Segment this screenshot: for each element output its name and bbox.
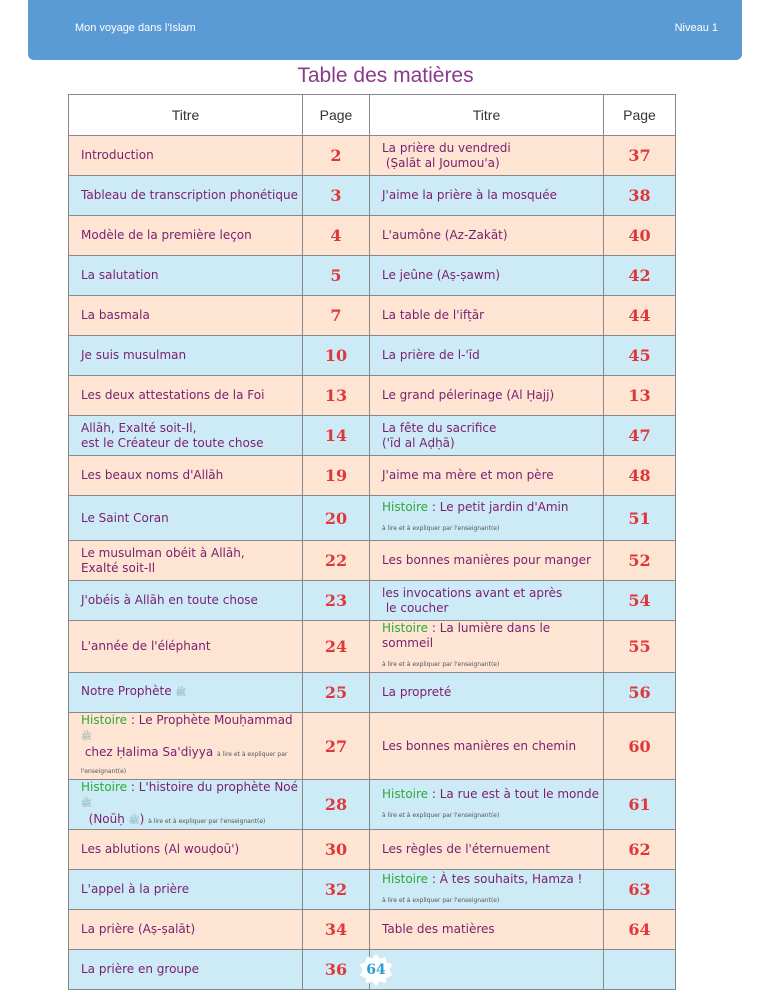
toc-entry-title: La salutation bbox=[69, 256, 303, 296]
toc-entry-title: Les beaux noms d'Allāh bbox=[69, 456, 303, 496]
table-row bbox=[69, 621, 676, 673]
histoire-label: Histoire bbox=[382, 871, 429, 886]
toc-entry-title: J'aime la prière à la mosquée bbox=[370, 176, 604, 216]
toc-entry-page: 32 bbox=[303, 870, 370, 910]
level-label: Niveau 1 bbox=[674, 22, 718, 34]
toc-entry-page: 13 bbox=[604, 376, 676, 416]
toc-entry-page: 51 bbox=[604, 496, 676, 541]
histoire-label: Histoire bbox=[382, 786, 429, 801]
toc-entry-page: 19 bbox=[303, 456, 370, 496]
toc-entry-title: La propreté bbox=[370, 673, 604, 713]
col-header-page: Page bbox=[303, 95, 370, 136]
teacher-note: à lire et à expliquer par l'enseignant(e) bbox=[382, 811, 500, 819]
table-row bbox=[69, 780, 676, 830]
toc-entry-page: 30 bbox=[303, 830, 370, 870]
peace-icon: ﷺ bbox=[81, 799, 92, 809]
toc-entry-page: 45 bbox=[604, 336, 676, 376]
toc-entry-title: La prière (Aṣ-ṣalāt) bbox=[69, 910, 303, 950]
table-row bbox=[69, 713, 676, 780]
toc-entry-title: La prière en groupe bbox=[69, 950, 303, 990]
peace-icon: ﷺ bbox=[128, 816, 140, 826]
toc-entry-title: Le musulman obéit à Allāh, Exalté soit-Il bbox=[69, 541, 303, 581]
toc-entry-page: 61 bbox=[604, 780, 676, 830]
teacher-note: à lire et à expliquer par l'enseignant(e) bbox=[148, 818, 266, 825]
toc-entry-page: 62 bbox=[604, 830, 676, 870]
toc-entry-page: 14 bbox=[303, 416, 370, 456]
toc-entry-page: 3 bbox=[303, 176, 370, 216]
table-row bbox=[69, 216, 676, 256]
toc-entry-page: 20 bbox=[303, 496, 370, 541]
col-header-page: Page bbox=[604, 95, 676, 136]
table-row bbox=[69, 256, 676, 296]
table-row bbox=[69, 136, 676, 176]
toc-entry-title: Histoire : Le Prophète Mouḥammad ﷺ chez Ḥalima Sa'diyya à lire et à expliquer par l'enseignant(e) bbox=[69, 713, 303, 780]
toc-entry-title: Introduction bbox=[69, 136, 303, 176]
toc-entry-page: 37 bbox=[604, 136, 676, 176]
histoire-label: Histoire bbox=[382, 500, 429, 514]
toc-entry-page: 63 bbox=[604, 870, 676, 910]
toc-entry-title: Les règles de l'éternuement bbox=[370, 830, 604, 870]
toc-entry-page: 36 bbox=[303, 950, 370, 990]
toc-entry-page: 22 bbox=[303, 541, 370, 581]
toc-entry-page: 7 bbox=[303, 296, 370, 336]
table-row bbox=[69, 456, 676, 496]
toc-entry-title: Les deux attestations de la Foi bbox=[69, 376, 303, 416]
salutation-icon: ﷺ bbox=[81, 732, 92, 742]
toc-entry-title: Le Saint Coran bbox=[69, 496, 303, 541]
toc-entry-title: L'appel à la prière bbox=[69, 870, 303, 910]
page-number-label: 64 bbox=[366, 962, 386, 978]
toc-entry-title: Table des matières bbox=[370, 910, 604, 950]
table-header-row bbox=[69, 95, 676, 136]
table-row bbox=[69, 296, 676, 336]
page-title: Table des matières bbox=[297, 64, 474, 87]
toc-entry-title: Histoire : La lumière dans le sommeil à lire et à expliquer par l'enseignant(e) bbox=[370, 621, 604, 673]
col-header-titre: Titre bbox=[69, 95, 303, 136]
teacher-note: à lire et à expliquer par l'enseignant(e) bbox=[382, 896, 500, 904]
page-header bbox=[28, 0, 742, 60]
toc-entry-page: 34 bbox=[303, 910, 370, 950]
toc-entry-title: La prière du vendredi (Ṣalāt al Joumou'a) bbox=[370, 136, 604, 176]
toc-entry-title: La fête du sacrifice ('īd al Aḍḥā) bbox=[370, 416, 604, 456]
toc-entry-page: 10 bbox=[303, 336, 370, 376]
table-row bbox=[69, 416, 676, 456]
histoire-label: Histoire bbox=[382, 621, 429, 635]
toc-entry-title: Histoire : La rue est à tout le monde à lire et à expliquer par l'enseignant(e) bbox=[370, 780, 604, 830]
toc-entry-page: 52 bbox=[604, 541, 676, 581]
toc-entry-title: les invocations avant et après le coucher bbox=[370, 581, 604, 621]
teacher-note: à lire et à expliquer par l'enseignant(e) bbox=[382, 661, 500, 668]
toc-table bbox=[68, 94, 676, 990]
toc-entry-title: Le grand pélerinage (Al Ḥajj) bbox=[370, 376, 604, 416]
toc-entry-title: Modèle de la première leçon bbox=[69, 216, 303, 256]
table-row bbox=[69, 830, 676, 870]
toc-entry-page: 48 bbox=[604, 456, 676, 496]
teacher-note: à lire et à expliquer par l'enseignant(e) bbox=[81, 751, 288, 775]
teacher-note: à lire et à expliquer par l'enseignant(e) bbox=[382, 525, 500, 532]
table-row bbox=[69, 176, 676, 216]
toc-entry-page: 56 bbox=[604, 673, 676, 713]
toc-entry-title: Je suis musulman bbox=[69, 336, 303, 376]
toc-entry-page bbox=[604, 950, 676, 990]
toc-entry-title: Histoire : Le petit jardin d'Amin à lire et à expliquer par l'enseignant(e) bbox=[370, 496, 604, 541]
toc-entry-page: 27 bbox=[303, 713, 370, 780]
salutation-icon: ﷺ bbox=[175, 688, 187, 698]
toc-entry-page: 2 bbox=[303, 136, 370, 176]
toc-entry-title: Le jeûne (Aṣ-ṣawm) bbox=[370, 256, 604, 296]
toc-entry-page: 42 bbox=[604, 256, 676, 296]
toc-entry-title: J'obéis à Allāh en toute chose bbox=[69, 581, 303, 621]
toc-entry-title: La basmala bbox=[69, 296, 303, 336]
toc-entry-title: L'aumône (Az-Zakāt) bbox=[370, 216, 604, 256]
toc-entry-page: 40 bbox=[604, 216, 676, 256]
toc-entry-page: 13 bbox=[303, 376, 370, 416]
toc-entry-page: 28 bbox=[303, 780, 370, 830]
toc-entry-page: 4 bbox=[303, 216, 370, 256]
toc-entry-page: 23 bbox=[303, 581, 370, 621]
toc-entry-title: La prière de l-'īd bbox=[370, 336, 604, 376]
toc-entry-page: 5 bbox=[303, 256, 370, 296]
col-header-titre: Titre bbox=[370, 95, 604, 136]
toc-entry-title bbox=[370, 950, 604, 990]
toc-entry-title: Les bonnes manières en chemin bbox=[370, 713, 604, 780]
toc-entry-page: 38 bbox=[604, 176, 676, 216]
toc-entry-title: L'année de l'éléphant bbox=[69, 621, 303, 673]
table-row bbox=[69, 910, 676, 950]
toc-entry-title: Les bonnes manières pour manger bbox=[370, 541, 604, 581]
toc-entry-title: La table de l'ifṭār bbox=[370, 296, 604, 336]
toc-entry-page: 54 bbox=[604, 581, 676, 621]
histoire-label: Histoire bbox=[81, 780, 128, 794]
toc-entry-page: 64 bbox=[604, 910, 676, 950]
toc-entry-title: Histoire : À tes souhaits, Hamza ! à lire et à expliquer par l'enseignant(e) bbox=[370, 870, 604, 910]
toc-entry-page: 55 bbox=[604, 621, 676, 673]
toc-entry-title: Les ablutions (Al wouḍoū') bbox=[69, 830, 303, 870]
table-row bbox=[69, 336, 676, 376]
table-row bbox=[69, 870, 676, 910]
toc-entry-title: Allāh, Exalté soit-Il, est le Créateur de toute chose bbox=[69, 416, 303, 456]
toc-entry-page: 24 bbox=[303, 621, 370, 673]
toc-entry-page: 25 bbox=[303, 673, 370, 713]
toc-entry-page: 44 bbox=[604, 296, 676, 336]
table-row bbox=[69, 496, 676, 541]
toc-entry-title: Notre Prophète ﷺ bbox=[69, 673, 303, 713]
table-row bbox=[69, 581, 676, 621]
table-row bbox=[69, 541, 676, 581]
table-row bbox=[69, 376, 676, 416]
toc-entry-page: 47 bbox=[604, 416, 676, 456]
toc-entry-page: 60 bbox=[604, 713, 676, 780]
histoire-label: Histoire bbox=[81, 713, 128, 727]
toc-entry-title: Histoire : L'histoire du prophète Noé ﷺ (Noūḥ ﷺ) à lire et à expliquer par l'enseignant(e) bbox=[69, 780, 303, 830]
book-title: Mon voyage dans l'Islam bbox=[75, 22, 196, 34]
toc-entry-title: J'aime ma mère et mon père bbox=[370, 456, 604, 496]
page-number bbox=[358, 952, 394, 988]
table-row bbox=[69, 673, 676, 713]
toc-entry-title: Tableau de transcription phonétique bbox=[69, 176, 303, 216]
